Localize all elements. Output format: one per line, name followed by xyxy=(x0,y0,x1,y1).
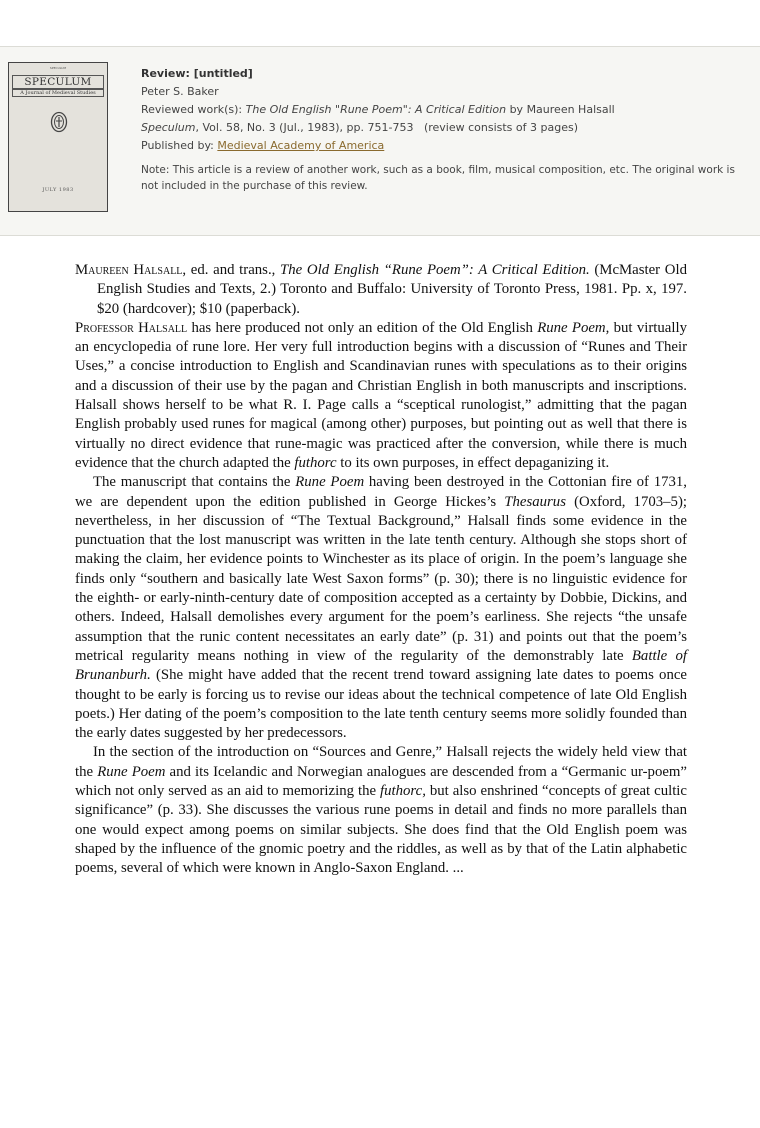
p1-i2: futhorc xyxy=(294,454,337,471)
p2-i3: Battle of Brunanburh. xyxy=(75,647,687,684)
p3-c: but also enshrined “concepts of great cultic significance” (p. 33). She discusses the various rune poems in detail and finds no more parallels than one would expect among poems on similar subjects. She does find that the Old English poem was shaped by the influence of the gnomic poetry and the riddles, as well as by that of the Latin alphabetic poems, several of which were known in Anglo-Saxon England. ... xyxy=(75,783,687,877)
p2-i1: Rune Poem xyxy=(295,474,365,491)
p2-b: having been destroyed in the Cottonian fire of 1731, we are dependent upon the edition published in George Hickes’s xyxy=(75,474,687,510)
journal-line xyxy=(141,119,741,137)
seal-icon xyxy=(50,111,68,133)
citation-pre: , ed. and trans., xyxy=(182,262,281,278)
p1-a: has here produced not only an edition of the Old English xyxy=(187,319,538,336)
citation-title: The Old English “Rune Poem”: A Critical Edition. xyxy=(280,262,590,278)
p1-i1: Rune Poem, xyxy=(537,319,610,336)
publisher-link[interactable]: Medieval Academy of America xyxy=(217,139,385,152)
journal-name: Speculum xyxy=(141,121,196,134)
p1-c: to its own purposes, in effect depaganizing it. xyxy=(336,454,610,471)
review-note: Note: This article is a review of another work, such as a book, film, musical composition, etc. The original work is not included in the purchase of this review. xyxy=(141,164,735,192)
reviewed-work-title: The Old English "Rune Poem": A Critical Edition xyxy=(245,103,507,116)
reviewed-work-author: by Maureen Halsall xyxy=(506,103,615,116)
review-metadata xyxy=(141,65,741,194)
review-text xyxy=(75,261,687,879)
p1-b: but virtually an encyclopedia of rune lore. Her very full introduction begins with a discussion of “Runes and Their Uses,” a concise introduction to English and Scandinavian runes with speculations as to their origins and a discussion of their use by the pagan and Christian English in both manuscripts and inscriptions. Halsall shows herself to be what R. I. Page calls a “sceptical runologist,” admitting that the pagan English probably used runes for magical (among other) purposes, but pointing out as well that there is virtually no direct evidence that rune-magic was practiced after the conversion, while there is much evidence that the church adapted the xyxy=(75,319,687,471)
journal-cover-thumbnail[interactable] xyxy=(8,62,108,212)
citation-header xyxy=(0,46,760,236)
p3-a: In the section of the introduction on “Sources and Genre,” Halsall rejects the widely held view that the xyxy=(75,744,687,780)
book-citation xyxy=(75,261,687,319)
p3-i1: Rune Poem xyxy=(97,763,166,780)
p2-d: (She might have added that the recent trend toward assigning late dates to poems once thought to be early is forcing us to revise our ideas about the technical competence of late Old English poets.) Her dating of the poem’s composition to the late tenth century seems more solidly founded than the early dates suggested by her predecessors. xyxy=(75,667,687,742)
review-title: Review: [untitled] xyxy=(141,67,253,80)
paragraph-1 xyxy=(75,319,687,473)
pages-note: (review consists of 3 pages) xyxy=(423,121,579,134)
publisher-label: Published by: xyxy=(141,139,218,152)
cover-title: SPECULUM xyxy=(12,75,104,89)
cover-date: JULY 1983 xyxy=(42,187,74,193)
p1-lead: Professor Halsall xyxy=(75,319,188,336)
p2-i2: Thesaurus xyxy=(504,493,566,510)
cover-top-text: SPECULUM xyxy=(49,66,67,70)
reviewed-prefix: Reviewed work(s): xyxy=(141,103,246,116)
citation-author: Maureen Halsall xyxy=(75,262,183,278)
p3-i2: futhorc, xyxy=(380,783,426,800)
p2-a: The manuscript that contains the xyxy=(93,474,296,491)
reviewed-works-line xyxy=(141,101,741,119)
cover-subtitle: A Journal of Medieval Studies xyxy=(12,89,104,97)
p3-b: and its Icelandic and Norwegian analogues are descended from a “Germanic ur-poem” which not only served as an aid to memorizing the xyxy=(75,763,687,800)
review-author: Peter S. Baker xyxy=(141,85,219,98)
p2-c: (Oxford, 1703–5); nevertheless, in her discussion of “The Textual Background,” Halsall finds some evidence in the punctuation that the lost manuscript was written in the late tenth century. Although she stops short of making the claim, her evidence points to Winchester as its place of origin. In the poem’s language she finds only “southern and basically late West Saxon forms” (p. 30); there is no linguistic evidence for the eighth- or early-ninth-century date of composition accepted as a certainty by Dobbie, Dickins, and others. Indeed, Halsall demolishes every argument for the poem’s earliness. She rejects “the unsafe assumption that the runic content necessitates an early date” (p. 31) and points out that the poem’s metrical regularity means nothing in view of the regularity of the demonstrably late xyxy=(75,493,687,664)
publisher-line xyxy=(141,137,741,155)
paragraph-3 xyxy=(75,743,687,878)
citation-details: (McMaster Old English Studies and Texts, 2.) Toronto and Buffalo: University of Toronto Press, 1981. Pp. x, 197. $20 (hardcover); $10 (paperback). xyxy=(97,262,687,317)
journal-issue: , Vol. 58, No. 3 (Jul., 1983), pp. 751-753 xyxy=(195,121,414,134)
paragraph-2 xyxy=(75,473,687,743)
